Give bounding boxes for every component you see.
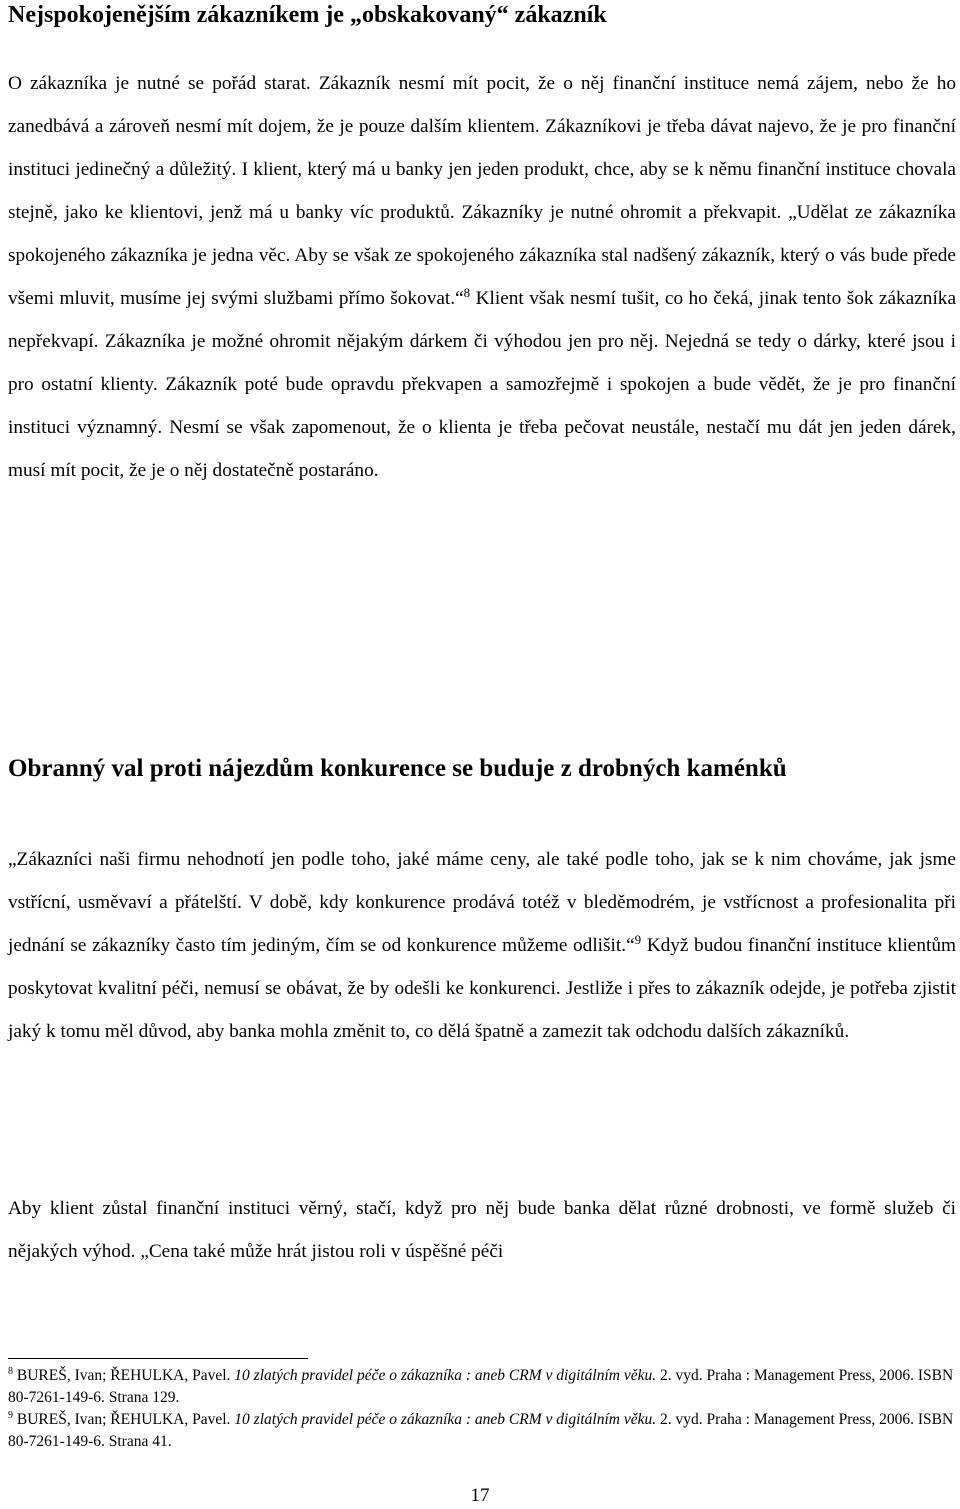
footnote-authors: BUREŠ, Ivan; ŘEHULKA, Pavel. [16,1367,231,1384]
paragraph-text: „Udělat ze zákazníka spokojeného zákazníka je jedna věc. [8,202,956,266]
footnote-separator [8,1358,308,1359]
footnote-reference[interactable]: 9 [634,932,642,947]
footnote-title: 10 zlatých pravidel péče o zákazníka : aneb CRM v digitálním věku. [234,1411,657,1428]
footnote-publication: 2. vyd. Praha : Management Press, 2006. ISBN 80-7261-149-6. Strana 129. [8,1367,954,1406]
paragraph-text: Aby se však ze spokojeného zákazníka stal nadšený zákazník, který o vás bude přede všemi mluvit, musíme jej svými službami přímo šokovat.“ [8,245,956,309]
footnote-number: 9 [8,1410,13,1421]
section-heading: Obranný val proti nájezdům konkurence se buduje z drobných kaménků [8,755,787,782]
section-heading: Nejspokojenějším zákazníkem je „obskakovaný“ zákazník [8,2,607,28]
paragraph-text: Zákazníkovi je třeba dávat najevo, že je pro finanční instituci jedinečný a důležitý. [8,116,956,180]
paragraph-text: Klient však nesmí tušit, co ho čeká, jinak tento šok zákazníka nepřekvapí. Zákazníka je možné ohromit nějakým dárkem či výhodou jen pro něj. Nejedná se tedy o dárky, které jsou i pro ostatní klienty. Zákazník poté bude opravdu překvapen a samozřejmě i spokojen a bude vědět, že je pro finanční instituci významný. Nesmí se však zapomenout, že o klienta je třeba pečovat neustále, nestačí mu dát jen jeden dárek, musí mít pocit, že je o něj dostatečně postaráno. [8,288,956,481]
footnote-item [8,1365,956,1409]
paragraph-text: Když budou finanční instituce klientům poskytovat kvalitní péči, nemusí se obávat, že by odešli ke konkurenci. Jestliže i přes to zákazník odejde, je potřeba zjistit jaký k tomu měl důvod, aby banka mohla změnit to, co dělá špatně a zamezit tak odchodu dalších zákazníků. [8,935,957,1042]
paragraph-text: I klient, který má u banky jen jeden produkt, chce, aby se k němu finanční instituce chovala stejně, jako ke klientovi, jenž má u banky víc produktů. [8,159,956,223]
paragraph-text: „Zákazníci naši firmu nehodnotí jen podle toho, jaké máme ceny, ale také podle toho, jak se k nim chováme, jak jsme vstřícní, usměvaví a přátelští. V době, kdy konkurence prodává totéž v bleděmodrém, je vstřícnost a profesionalita při jednání se zákazníky často tím jediným, čím se od konkurence můžeme odlišit.“ [8,849,956,956]
footnote-authors: BUREŠ, Ivan; ŘEHULKA, Pavel. [16,1411,231,1428]
footnote-publication: 2. vyd. Praha : Management Press, 2006. ISBN 80-7261-149-6. Strana 41. [8,1411,954,1450]
footnotes [8,1365,956,1453]
footnote-reference[interactable]: 8 [463,285,471,300]
footnote-item [8,1409,956,1453]
footnote-number: 8 [8,1366,13,1377]
footnote-title: 10 zlatých pravidel péče o zákazníka : aneb CRM v digitálním věku. [234,1367,657,1384]
body-paragraph [8,62,956,492]
body-paragraph [8,1187,956,1273]
paragraph-text: Zákazníky je nutné ohromit a překvapit. [461,202,782,223]
paragraph-text: O zákazníka je nutné se pořád starat. Zákazník nesmí mít pocit, že o něj finanční instituce nemá zájem, nebo že ho zanedbává a zároveň nesmí mít dojem, že je pouze dalším klientem. [8,73,956,137]
page-number: 17 [470,1485,490,1506]
paragraph-text: Aby klient zůstal finanční instituci věrný, stačí, když pro něj bude banka dělat různé drobnosti, ve formě služeb či nějakých výhod. „Cena také může hrát jistou roli v úspěšné péči [8,1198,956,1262]
body-paragraph [8,838,956,1053]
